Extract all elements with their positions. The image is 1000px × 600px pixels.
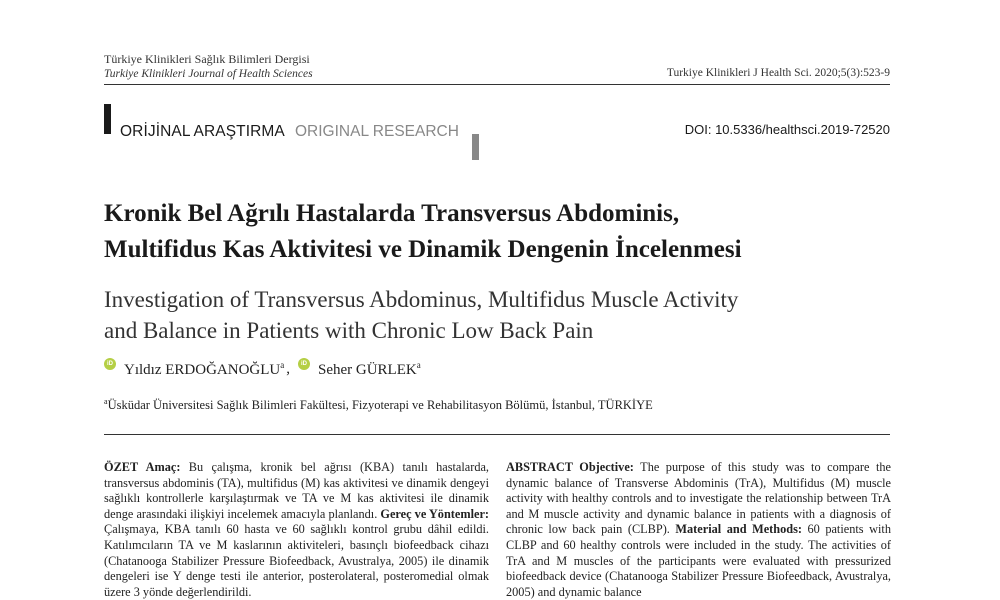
journal-name-english: Turkiye Klinikleri Journal of Health Sciences	[104, 68, 313, 80]
header-divider	[104, 84, 890, 85]
abstract-turkish-text-2: Çalışmaya, KBA tanılı 60 hasta ve 60 sağlıklı kontrol grubu dâhil edildi. Katılımcıların TA ve M kaslarının aktiviteleri, basınçlı biofeedback cihazı (Chatanooga Stabilizer Pressure Biofeedback, Avustralya, 2005) ile dinamik dengeleri ise Y denge testi ile anterior, posterolateral, posteromedial olmak üzere 3 yönde değerlendirildi.	[104, 522, 489, 599]
orcid-icon[interactable]: iD	[104, 358, 116, 370]
journal-name-turkish: Türkiye Klinikleri Sağlık Bilimleri Dergisi	[104, 52, 310, 66]
article-type-bar-right	[472, 134, 479, 160]
abstract-english-text-2: 60 patients with CLBP and 60 healthy controls were included in the study. The activities of TrA and M muscles of the participants were evaluated with pressurized biofeedback device (Chatanooga Stabilizer Pressure Biofeedback, Avustralya, 2005) and dynamic balance	[506, 522, 891, 599]
author-1-affil: a	[280, 360, 285, 370]
author-2	[318, 360, 421, 379]
abstract-turkish-heading: ÖZET Amaç:	[104, 460, 181, 474]
abstract-english-heading-2: Material and Methods:	[669, 522, 802, 537]
author-2-name: Seher GÜRLEK	[317, 362, 417, 378]
affiliation-marker: a	[104, 397, 108, 406]
abstract-turkish	[104, 460, 489, 600]
title-turkish	[104, 196, 904, 268]
affiliation-divider	[104, 434, 890, 435]
affiliation-text: Üsküdar Üniversitesi Sağlık Bilimleri Fakültesi, Fizyoterapi ve Rehabilitasyon Bölümü, İstanbul, TÜRKİYE	[107, 398, 653, 413]
affiliation	[104, 397, 653, 413]
orcid-icon[interactable]: iD	[298, 358, 310, 370]
abstract-english-heading: ABSTRACT Objective:	[506, 460, 634, 474]
abstract-english	[506, 460, 891, 600]
title-english-line-1: Investigation of Transversus Abdominus, Multifidus Muscle Activity	[104, 287, 739, 312]
title-turkish-line-1: Kronik Bel Ağrılı Hastalarda Transversus Abdominis,	[104, 200, 680, 227]
article-type-english: ORIGINAL RESEARCH	[295, 123, 459, 140]
doi-link[interactable]: DOI: 10.5336/healthsci.2019-72520	[684, 122, 890, 137]
article-type-turkish: ORİJİNAL ARAŞTIRMA	[120, 123, 285, 140]
article-type-bar-left	[104, 104, 111, 134]
author-1-name: Yıldız ERDOĞANOĞLU	[124, 362, 281, 378]
author-1	[124, 360, 284, 379]
title-english	[104, 284, 904, 346]
abstract-turkish-heading-2: Gereç ve Yöntemler:	[377, 506, 490, 521]
author-separator: ,	[286, 361, 290, 377]
title-turkish-line-2: Multifidus Kas Aktivitesi ve Dinamik Dengenin İncelenmesi	[104, 236, 742, 263]
abstract-turkish-text-1: Bu çalışma, kronik bel ağrısı (KBA) tanılı hastalarda, transversus abdominis (TA), multifidus (M) kas aktivitesi ve dinamik dengeyi sağlıklı kontrollerle karşılaştırmak ve TA ve M kas aktivitesi ile dinamik denge arasındaki ilişkiyi incelemek amacıyla planlandı.	[104, 460, 489, 521]
abstract-english-text-1: The purpose of this study was to compare the dynamic balance of Transverse Abdominis (TrA), Multifidus (M) muscle activity with healthy controls and to investigate the relationship between TrA and M muscle activity and dynamic balance in patients with a diagnosis of chronic low back pain (CLBP).	[506, 460, 891, 537]
title-english-line-2: and Balance in Patients with Chronic Low Back Pain	[104, 318, 594, 343]
journal-citation: Turkiye Klinikleri J Health Sci. 2020;5(3):523-9	[666, 67, 890, 79]
author-2-affil: a	[416, 360, 421, 370]
author-list	[104, 360, 421, 379]
